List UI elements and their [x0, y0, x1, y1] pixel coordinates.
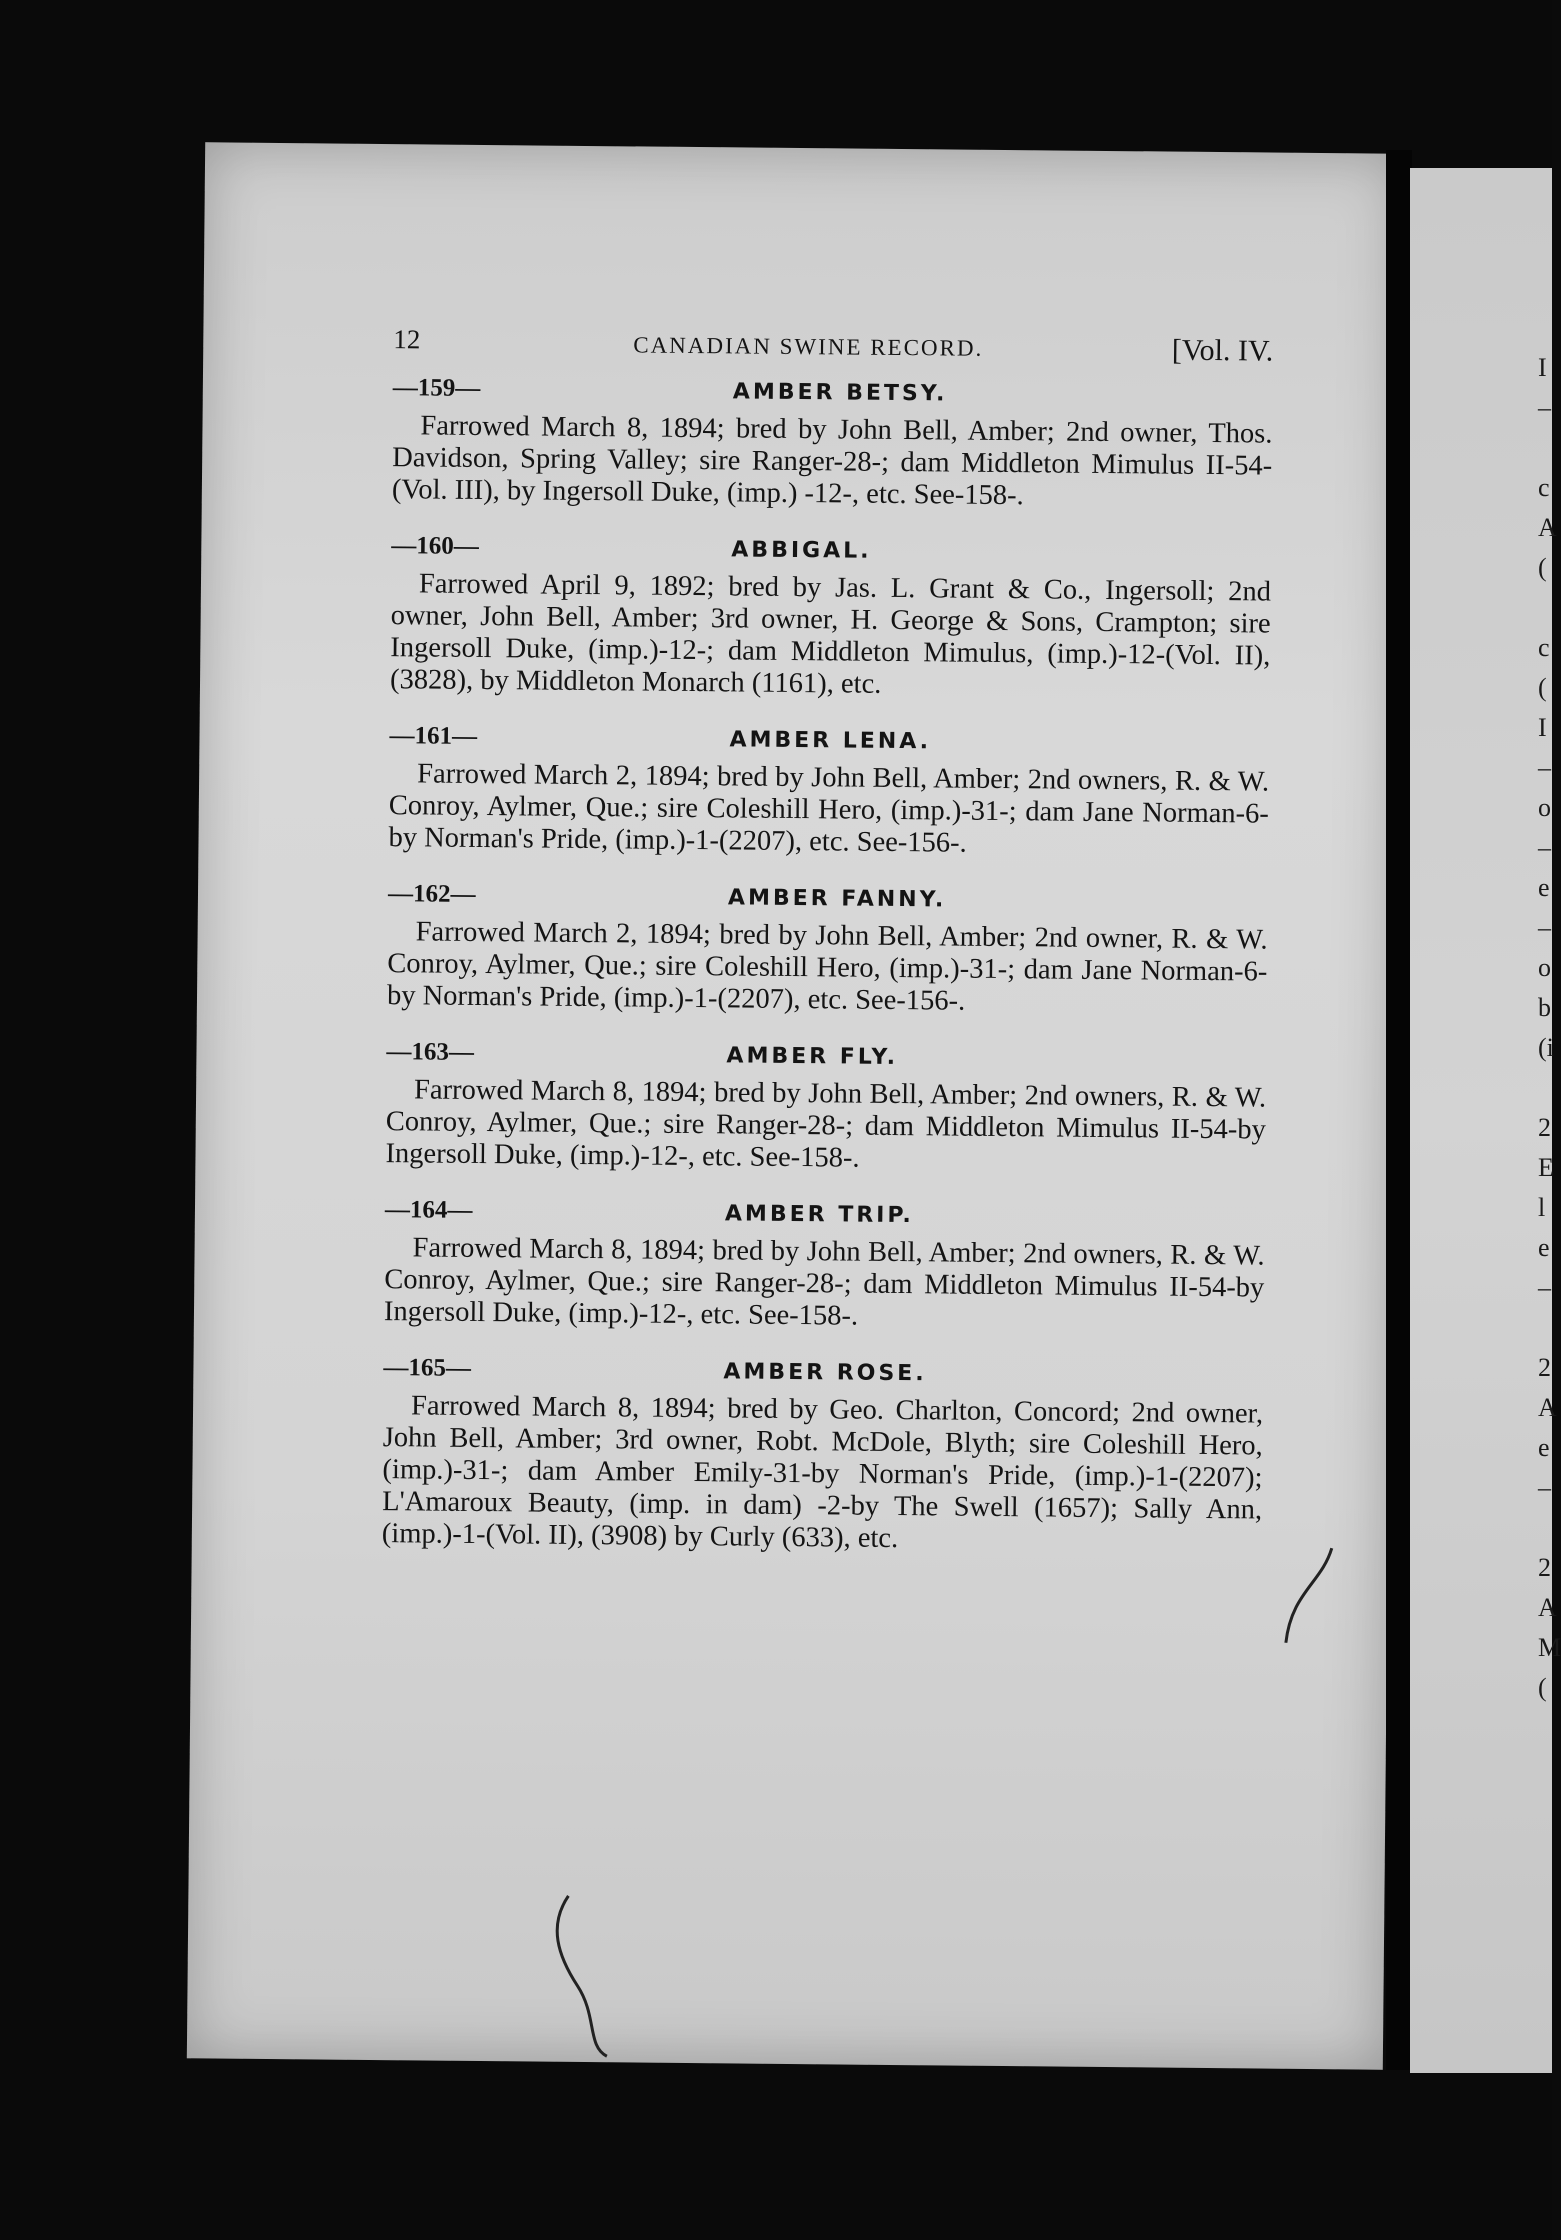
entry-name: AMBER FANNY.	[727, 885, 947, 913]
fragment: 2	[1538, 1113, 1551, 1142]
page-number: 12	[393, 324, 421, 355]
fragment: e	[1538, 873, 1550, 902]
fragment: –	[1538, 393, 1551, 422]
fragment: b	[1538, 993, 1551, 1022]
record-entry	[384, 1192, 1265, 1336]
record-entry	[387, 876, 1268, 1020]
book-page	[187, 142, 1401, 2069]
entry-text: Farrowed March 8, 1894; bred by John Bell, Amber; 2nd owners, R. & W. Conroy, Aylmer, Que.; sire Ranger-28-; dam Middleton Mimulus II-54-by Ingersoll Duke, (imp.)-12-, etc. See-158-.	[385, 1074, 1267, 1174]
adjacent-page-fragments	[1538, 348, 1561, 1708]
fragment: I	[1538, 353, 1547, 382]
entry-name: ABBIGAL.	[731, 537, 872, 564]
fragment: c	[1538, 473, 1550, 502]
fragment: I	[1538, 713, 1547, 742]
fragment: 2	[1538, 1553, 1551, 1582]
fragment: (i	[1538, 1033, 1554, 1062]
fragment: l	[1538, 1193, 1546, 1222]
entry-text: Farrowed March 2, 1894; bred by John Bell, Amber; 2nd owners, R. & W. Conroy, Aylmer, Que.; sire Coleshill Hero, (imp.)-31-; dam Jane Norman-6-by Norman's Pride, (imp.)-1-(2207), etc. See-156-.	[388, 758, 1270, 859]
fragment: –	[1538, 1273, 1551, 1302]
entry-number: —165—	[383, 1354, 472, 1382]
entry-name: AMBER TRIP.	[724, 1201, 914, 1229]
entry-text: Farrowed April 9, 1892; bred by Jas. L. Grant & Co., Ingersoll; 2nd owner, John Bell, Amber; 3rd owner, H. George & Sons, Crampton; sire Ingersoll Duke, (imp.)-12-; dam Middleton Mimulus, (imp.)-12-(Vol. II), (3828), by Middleton Monarch (1161), etc.	[389, 568, 1272, 700]
entry-name: AMBER BETSY.	[732, 379, 948, 407]
fragment: (	[1538, 1673, 1547, 1702]
book-gutter	[1386, 150, 1412, 2070]
record-entry	[382, 1350, 1264, 1558]
page-content	[382, 324, 1274, 1580]
record-entry	[392, 370, 1273, 514]
entry-text: Farrowed March 8, 1894; bred by John Bell, Amber; 2nd owners, R. & W. Conroy, Aylmer, Que.; sire Ranger-28-; dam Middleton Mimulus II-54-by Ingersoll Duke, (imp.)-12-, etc. See-158-.	[383, 1232, 1265, 1332]
entry-number: —162—	[387, 880, 476, 908]
record-entry	[385, 1034, 1266, 1178]
entry-name: AMBER LENA.	[729, 727, 932, 755]
entry-number: —163—	[386, 1038, 475, 1066]
entry-name: AMBER ROSE.	[723, 1359, 927, 1387]
entry-name: AMBER FLY.	[726, 1043, 899, 1070]
fragment: –	[1538, 913, 1551, 942]
fragment: (	[1538, 553, 1547, 582]
pen-stroke-mark	[547, 1886, 669, 2067]
fragment: M	[1538, 1633, 1561, 1662]
fragment: (	[1538, 673, 1547, 702]
fragment: e	[1538, 1233, 1550, 1262]
fragment: 2	[1538, 1353, 1551, 1382]
fragment: c	[1538, 633, 1550, 662]
entry-number: —161—	[389, 722, 478, 750]
entry-number: —159—	[392, 374, 481, 402]
fragment: e	[1538, 1433, 1550, 1462]
fragment: –	[1538, 1473, 1551, 1502]
fragment: A	[1538, 1393, 1557, 1422]
fragment: o	[1538, 953, 1551, 982]
pen-stroke-mark	[1271, 1543, 1352, 1664]
entry-number: —164—	[384, 1196, 473, 1224]
fragment: –	[1538, 833, 1551, 862]
record-entry	[388, 718, 1269, 862]
volume-label: [Vol. IV.	[1171, 333, 1274, 368]
fragment: –	[1538, 753, 1551, 782]
adjacent-page-edge	[1410, 168, 1561, 2073]
running-title: CANADIAN SWINE RECORD.	[633, 332, 984, 361]
record-entry	[390, 528, 1272, 704]
entry-number: —160—	[391, 532, 479, 560]
fragment: A	[1538, 513, 1557, 542]
entry-text: Farrowed March 8, 1894; bred by Geo. Charlton, Concord; 2nd owner, John Bell, Amber; 3rd owner, Robt. McDole, Blyth; sire Coleshill Hero, (imp.)-31-; dam Amber Emily-31-by Norman's Pride, (imp.)-1-(2207); L'Amaroux Beauty, (imp. in dam) -2-by The Swell (1657); Sally Ann, (imp.)-1-(Vol. II), (3908) by Curly (633), etc.	[381, 1390, 1264, 1555]
fragment: E	[1538, 1153, 1554, 1182]
entry-text: Farrowed March 8, 1894; bred by John Bell, Amber; 2nd owner, Thos. Davidson, Spring Valley; sire Ranger-28-; dam Middleton Mimulus II-54-(Vol. III), by Ingersoll Duke, (imp.) -12-, etc. See-158-.	[391, 410, 1273, 512]
entry-text: Farrowed March 2, 1894; bred by John Bell, Amber; 2nd owner, R. & W. Conroy, Aylmer, Que.; sire Coleshill Hero, (imp.)-31-; dam Jane Norman-6-by Norman's Pride, (imp.)-1-(2207), etc. See-156-.	[386, 916, 1268, 1017]
fragment: A	[1538, 1593, 1557, 1622]
fragment: o	[1538, 793, 1551, 822]
